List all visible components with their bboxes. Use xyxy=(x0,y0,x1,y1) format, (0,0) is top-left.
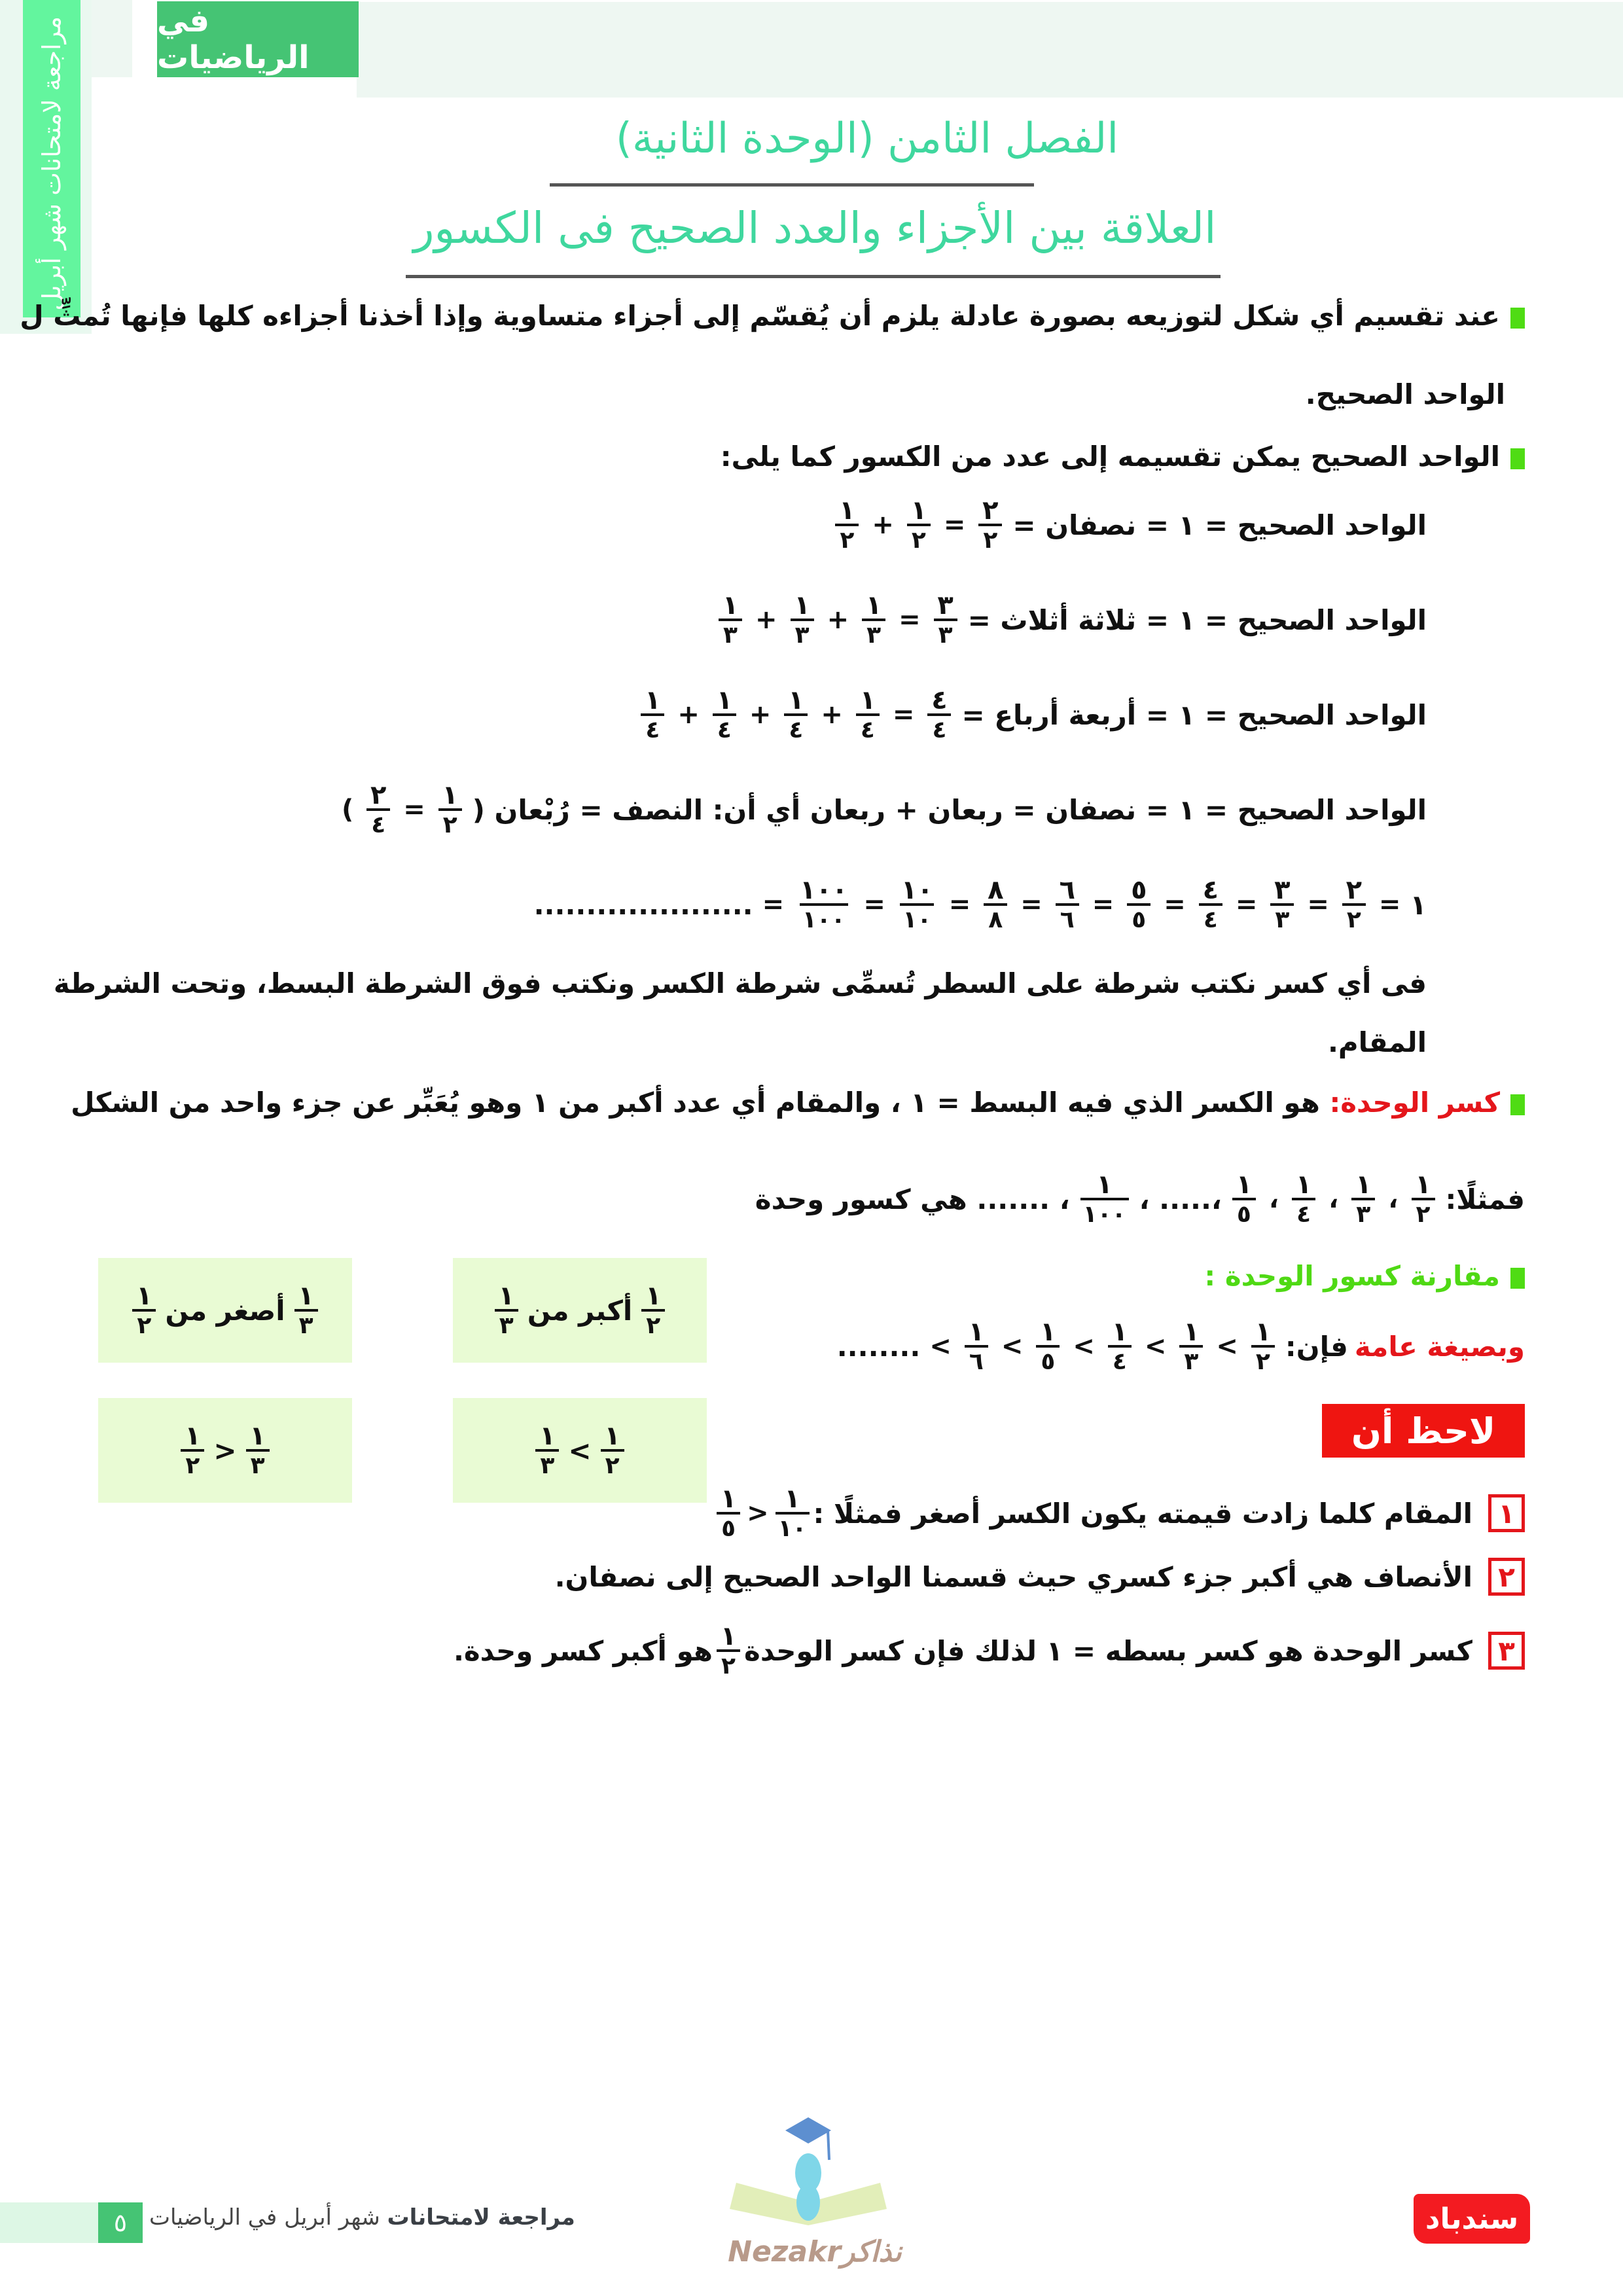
denominator: ٢ xyxy=(132,1309,156,1338)
header-band xyxy=(357,2,1623,98)
fraction: $\frac{١}{٢}$ xyxy=(438,782,462,837)
fraction xyxy=(984,877,1007,932)
operator: = xyxy=(1164,889,1186,920)
fraction xyxy=(1080,1172,1129,1227)
chapter-title: الفصل الثامن (الوحدة الثانية) xyxy=(615,115,1119,163)
sindbad-logo: سندباد xyxy=(1414,2194,1530,2244)
numerator: ٣ xyxy=(937,590,954,620)
fraction xyxy=(713,687,736,742)
numerator: ٣ xyxy=(1274,875,1291,905)
footer-caption xyxy=(149,2204,575,2231)
intro-paragraph xyxy=(20,300,1525,332)
denominator: ٤ xyxy=(856,713,880,742)
numerator: ٤ xyxy=(1202,875,1219,905)
denominator: ٦ xyxy=(965,1345,988,1374)
general-then: فإن: xyxy=(1285,1330,1348,1363)
operator: = xyxy=(1307,889,1329,920)
numerator: ١ xyxy=(645,685,661,715)
operator: = xyxy=(1378,889,1401,920)
denominator: ٣ xyxy=(1179,1345,1203,1374)
note-number-box: ٢ xyxy=(1488,1558,1525,1596)
equation-lhs: الواحد الصحيح = ١ = نصفان = xyxy=(1012,509,1427,541)
numerator: ٢ xyxy=(982,495,999,526)
denominator: ٢ xyxy=(907,524,931,552)
note-number-box: ١ xyxy=(1488,1494,1525,1532)
title-divider xyxy=(550,183,1034,187)
denominator: ٣ xyxy=(495,1309,518,1338)
denominator: ٨ xyxy=(984,903,1007,932)
side-label xyxy=(24,16,80,311)
operator: + xyxy=(749,700,772,730)
nezakr-logo xyxy=(717,2111,906,2281)
bullet-icon xyxy=(1510,448,1525,469)
operator: > xyxy=(1216,1331,1238,1361)
division-intro xyxy=(721,440,1525,473)
fraction xyxy=(1251,1319,1275,1374)
operator: = xyxy=(943,510,966,540)
unit-fraction-definition xyxy=(71,1086,1525,1119)
numerator: ٨ xyxy=(988,875,1004,905)
subject-tab xyxy=(157,1,359,77)
operator: + xyxy=(827,605,849,635)
numerator: ١ xyxy=(1111,1317,1128,1347)
one-value: ١ xyxy=(1410,888,1427,921)
denominator: ٥ xyxy=(1036,1345,1060,1374)
division-intro-text: الواحد الصحيح يمكن تقسيمه إلى عدد من الكسور كما يلى: xyxy=(720,440,1500,473)
general-label: وبصيغة عامة xyxy=(1354,1330,1525,1363)
numerator: ١ xyxy=(1355,1170,1372,1200)
equation-halves-quarters: الواحد الصحيح = ١ = نصفان = ربعان + ربعان أي أن: النصف = رُبْعان ( $\frac{١}{٢}$ = $\frac{٢}{٤}$ ) xyxy=(341,780,1427,838)
footer-band xyxy=(0,2202,98,2243)
logo-text-en: Nezakr xyxy=(728,2235,842,2269)
subject-tab-label: في الرياضيات xyxy=(157,3,310,76)
numerator: ٤ xyxy=(931,685,948,715)
note-text: المقام كلما زادت قيمته يكون الكسر أصغر فمثلًا : xyxy=(813,1497,1472,1530)
comparison-chain xyxy=(837,1319,1525,1374)
numerator: ١ xyxy=(794,590,810,620)
fraction xyxy=(1199,877,1222,932)
denominator: ٣ xyxy=(246,1449,270,1478)
denominator: ٢ xyxy=(978,524,1002,552)
note-text: كسر الوحدة هو كسر بسطه = ١ لذلك فإن كسر الوحدة xyxy=(744,1634,1472,1667)
comparison-card xyxy=(98,1258,352,1363)
note-text: هو أكبر كسر وحدة. xyxy=(453,1634,713,1667)
numerator: ١ xyxy=(720,1621,737,1651)
operator: + xyxy=(755,605,777,635)
fraction xyxy=(1270,877,1294,932)
numerator: ١ xyxy=(865,590,882,620)
numerator: ٥ xyxy=(1131,875,1147,905)
example-label: فمثلًا: xyxy=(1445,1183,1525,1215)
denominator: ٣ xyxy=(1270,903,1294,932)
fraction xyxy=(907,497,931,552)
fraction xyxy=(776,1486,810,1541)
fraction xyxy=(132,1283,156,1338)
unit-fraction-examples xyxy=(755,1172,1525,1227)
bullet-icon xyxy=(1510,308,1525,329)
operator: = xyxy=(892,700,915,730)
numerator: ١ xyxy=(1236,1170,1253,1200)
denominator: ٤ xyxy=(713,713,736,742)
denominator: ١٠ xyxy=(900,903,934,932)
denominator: ٣ xyxy=(934,619,957,647)
fraction xyxy=(1232,1172,1256,1227)
comparison-card xyxy=(98,1398,352,1503)
fraction: $\frac{٢}{٤}$ xyxy=(366,782,390,837)
operator: = xyxy=(1020,889,1043,920)
denominator: ٤ xyxy=(1108,1345,1132,1374)
fraction xyxy=(965,1319,988,1374)
denominator: ٢ xyxy=(1251,1345,1275,1374)
fraction xyxy=(835,497,859,552)
numerator: ١ xyxy=(968,1317,985,1347)
numerator: ١ xyxy=(136,1281,152,1311)
fraction xyxy=(641,687,664,742)
equation-lhs: الواحد الصحيح = ١ = أربعة أرباع = xyxy=(961,698,1427,731)
numerator: ١ xyxy=(1295,1170,1312,1200)
fraction xyxy=(717,1623,740,1678)
numerator: ١ xyxy=(604,1421,620,1451)
close-paren: ) xyxy=(341,795,354,825)
denominator: ٤ xyxy=(784,713,808,742)
operator: > xyxy=(1001,1331,1024,1361)
numerator: ١ xyxy=(720,1484,737,1514)
denominator: ٢ xyxy=(717,1649,740,1678)
numerator: ١ xyxy=(788,685,804,715)
denominator: ١٠٠ xyxy=(800,903,848,932)
equation-quarters xyxy=(637,687,1427,742)
denominator: ٣ xyxy=(294,1309,318,1338)
numerator: ١ xyxy=(645,1281,662,1311)
operator: + xyxy=(677,700,700,730)
fraction xyxy=(784,687,808,742)
fraction xyxy=(978,497,1002,552)
operator: = xyxy=(762,889,785,920)
numerator: ١ xyxy=(839,495,855,526)
fraction xyxy=(927,687,951,742)
equation-thirds xyxy=(715,592,1427,647)
numerator: ١ xyxy=(249,1421,266,1451)
operator: > xyxy=(929,1331,952,1361)
denominator: ٢ xyxy=(641,1309,665,1338)
numerator: ١ xyxy=(910,495,927,526)
denominator: ٣ xyxy=(862,619,885,647)
operator: = xyxy=(899,605,921,635)
operator: > xyxy=(1144,1331,1167,1361)
fraction xyxy=(294,1283,318,1338)
comparison-word: أصغر من xyxy=(165,1294,285,1327)
unit-fraction-def-text: هو الكسر الذي فيه البسط = ١ ، والمقام أي عدد أكبر من ١ وهو يُعَبِّر عن جزء واحد من الشكل xyxy=(71,1086,1320,1119)
intro-line-2: الواحد الصحيح. xyxy=(1305,378,1505,410)
numerator: ١٠ xyxy=(901,875,933,905)
denominator: ٤ xyxy=(1292,1198,1315,1227)
one-equals-chain xyxy=(534,877,1427,932)
denominator: ٥ xyxy=(1127,903,1150,932)
note-item xyxy=(713,1486,1525,1541)
fraction xyxy=(1292,1172,1315,1227)
halves-quarters-text: الواحد الصحيح = ١ = نصفان = ربعان + ربعان أي أن: النصف = رُبْعان ( xyxy=(472,793,1427,826)
fraction xyxy=(1108,1319,1132,1374)
fraction-bar-line-1: فى أي كسر نكتب شرطة على السطر تُسمِّى شرطة الكسر ونكتب فوق الشرطة البسط، وتحت الشرطة xyxy=(53,967,1427,999)
denominator: ٦ xyxy=(1056,903,1079,932)
fraction xyxy=(601,1423,624,1478)
note-text: الأنصاف هي أكبر جزء كسري حيث قسمنا الواحد الصحيح إلى نصفان. xyxy=(554,1560,1472,1593)
comparison-card xyxy=(453,1398,707,1503)
operator: = xyxy=(863,889,885,920)
operator: + xyxy=(821,700,843,730)
operator: > xyxy=(1073,1331,1095,1361)
operator: = xyxy=(1235,889,1258,920)
fraction xyxy=(181,1423,204,1478)
fraction xyxy=(1342,877,1366,932)
denominator: ٣ xyxy=(535,1449,559,1478)
comparison-heading-text: مقارنة كسور الوحدة : xyxy=(1204,1260,1500,1292)
fraction xyxy=(535,1423,559,1478)
denominator: ٢ xyxy=(835,524,859,552)
fraction xyxy=(246,1423,270,1478)
denominator: ١٠٠ xyxy=(1080,1198,1129,1227)
operator: ، xyxy=(1329,1184,1339,1214)
denominator: ٣ xyxy=(1351,1198,1375,1227)
numerator: ١ xyxy=(298,1281,314,1311)
numerator: ١ xyxy=(859,685,876,715)
fraction xyxy=(797,877,850,932)
denominator: ٢ xyxy=(1342,903,1366,932)
numerator: ١ xyxy=(784,1484,800,1514)
comparison-heading xyxy=(1204,1260,1525,1293)
numerator: ٢ xyxy=(1346,875,1363,905)
lesson-divider xyxy=(406,275,1221,278)
denominator: ٢ xyxy=(1412,1198,1435,1227)
numerator: ١ xyxy=(1040,1317,1056,1347)
numerator: ١ xyxy=(716,685,733,715)
denominator: ٤ xyxy=(927,713,951,742)
footer-caption-bold: مراجعة لامتحانات xyxy=(387,2204,575,2231)
operator: = xyxy=(1092,889,1115,920)
numerator: ١ xyxy=(1255,1317,1272,1347)
intro-line-1: عند تقسيم أي شكل لتوزيعه بصورة عادلة يلزم أن يُقسّم إلى أجزاء متساوية وإذا أخذنا أجزاءه كلها فإنها تُمثِّ ل xyxy=(20,300,1500,332)
numerator: ١ xyxy=(722,590,739,620)
page-number: ٥ xyxy=(98,2202,143,2243)
ellipsis: ..................... xyxy=(533,888,753,921)
operator: < xyxy=(747,1498,769,1528)
numerator: ١ xyxy=(1183,1317,1200,1347)
equation-lhs: الواحد الصحيح = ١ = ثلاثة أثلاث = xyxy=(967,603,1427,636)
note-item xyxy=(454,1623,1525,1678)
denominator: ٤ xyxy=(641,713,664,742)
ellipsis: ،..... ، xyxy=(1139,1183,1222,1215)
note-item xyxy=(555,1558,1525,1596)
numerator: ١ xyxy=(498,1281,514,1311)
fraction xyxy=(1412,1172,1435,1227)
lesson-title: العلاقة بين الأجزاء والعدد الصحيح فى الكسور xyxy=(413,203,1217,253)
operator: ، xyxy=(1268,1184,1279,1214)
fraction xyxy=(862,592,885,647)
fraction xyxy=(1056,877,1079,932)
fraction xyxy=(791,592,814,647)
header-decor-left xyxy=(85,0,132,77)
footer-caption-rest: شهر أبريل في الرياضيات xyxy=(149,2204,387,2231)
operator: ، xyxy=(1388,1184,1399,1214)
comparison-card xyxy=(453,1258,707,1363)
operator: = xyxy=(948,889,971,920)
unit-fraction-term: كسر الوحدة: xyxy=(1329,1086,1500,1119)
comparison-word: < xyxy=(213,1434,237,1467)
bullet-icon xyxy=(1510,1268,1525,1289)
fraction xyxy=(899,877,936,932)
logo-text-ar: نذاكر xyxy=(841,2235,902,2269)
numerator: ١ xyxy=(1415,1170,1431,1200)
numerator: ١ xyxy=(185,1421,201,1451)
fraction xyxy=(856,687,880,742)
fraction xyxy=(1179,1319,1203,1374)
numerator: ١ xyxy=(539,1421,556,1451)
numerator: ٦ xyxy=(1059,875,1075,905)
fraction xyxy=(641,1283,665,1338)
fraction xyxy=(717,1486,740,1541)
bullet-icon xyxy=(1510,1094,1525,1115)
denominator: ٢ xyxy=(601,1449,624,1478)
denominator: ٣ xyxy=(791,619,814,647)
ellipsis: ........ xyxy=(836,1330,921,1363)
fraction xyxy=(1127,877,1150,932)
comparison-word: أكبر من xyxy=(527,1294,633,1327)
comparison-word: > xyxy=(568,1434,592,1467)
denominator: ٥ xyxy=(717,1512,740,1541)
example-tail: ، ....... هي كسور وحدة xyxy=(755,1183,1070,1215)
equation-halves xyxy=(831,497,1427,552)
fraction-bar-line-2: المقام. xyxy=(1327,1026,1427,1058)
numerator: ١٠٠ xyxy=(800,875,848,905)
fraction xyxy=(1036,1319,1060,1374)
fraction xyxy=(934,592,957,647)
fraction xyxy=(719,592,742,647)
denominator: ٥ xyxy=(1232,1198,1256,1227)
fraction xyxy=(1351,1172,1375,1227)
numerator: ١ xyxy=(1096,1170,1113,1200)
note-number-box: ٣ xyxy=(1488,1632,1525,1670)
operator: + xyxy=(872,510,894,540)
note-badge: لاحظ أن xyxy=(1322,1404,1525,1458)
fraction xyxy=(495,1283,518,1338)
denominator: ١٠ xyxy=(776,1512,810,1541)
denominator: ٣ xyxy=(719,619,742,647)
denominator: ٤ xyxy=(1199,903,1222,932)
denominator: ٢ xyxy=(181,1449,204,1478)
side-label-text: مراجعة لامتحانات شهر أبريل xyxy=(37,16,66,311)
